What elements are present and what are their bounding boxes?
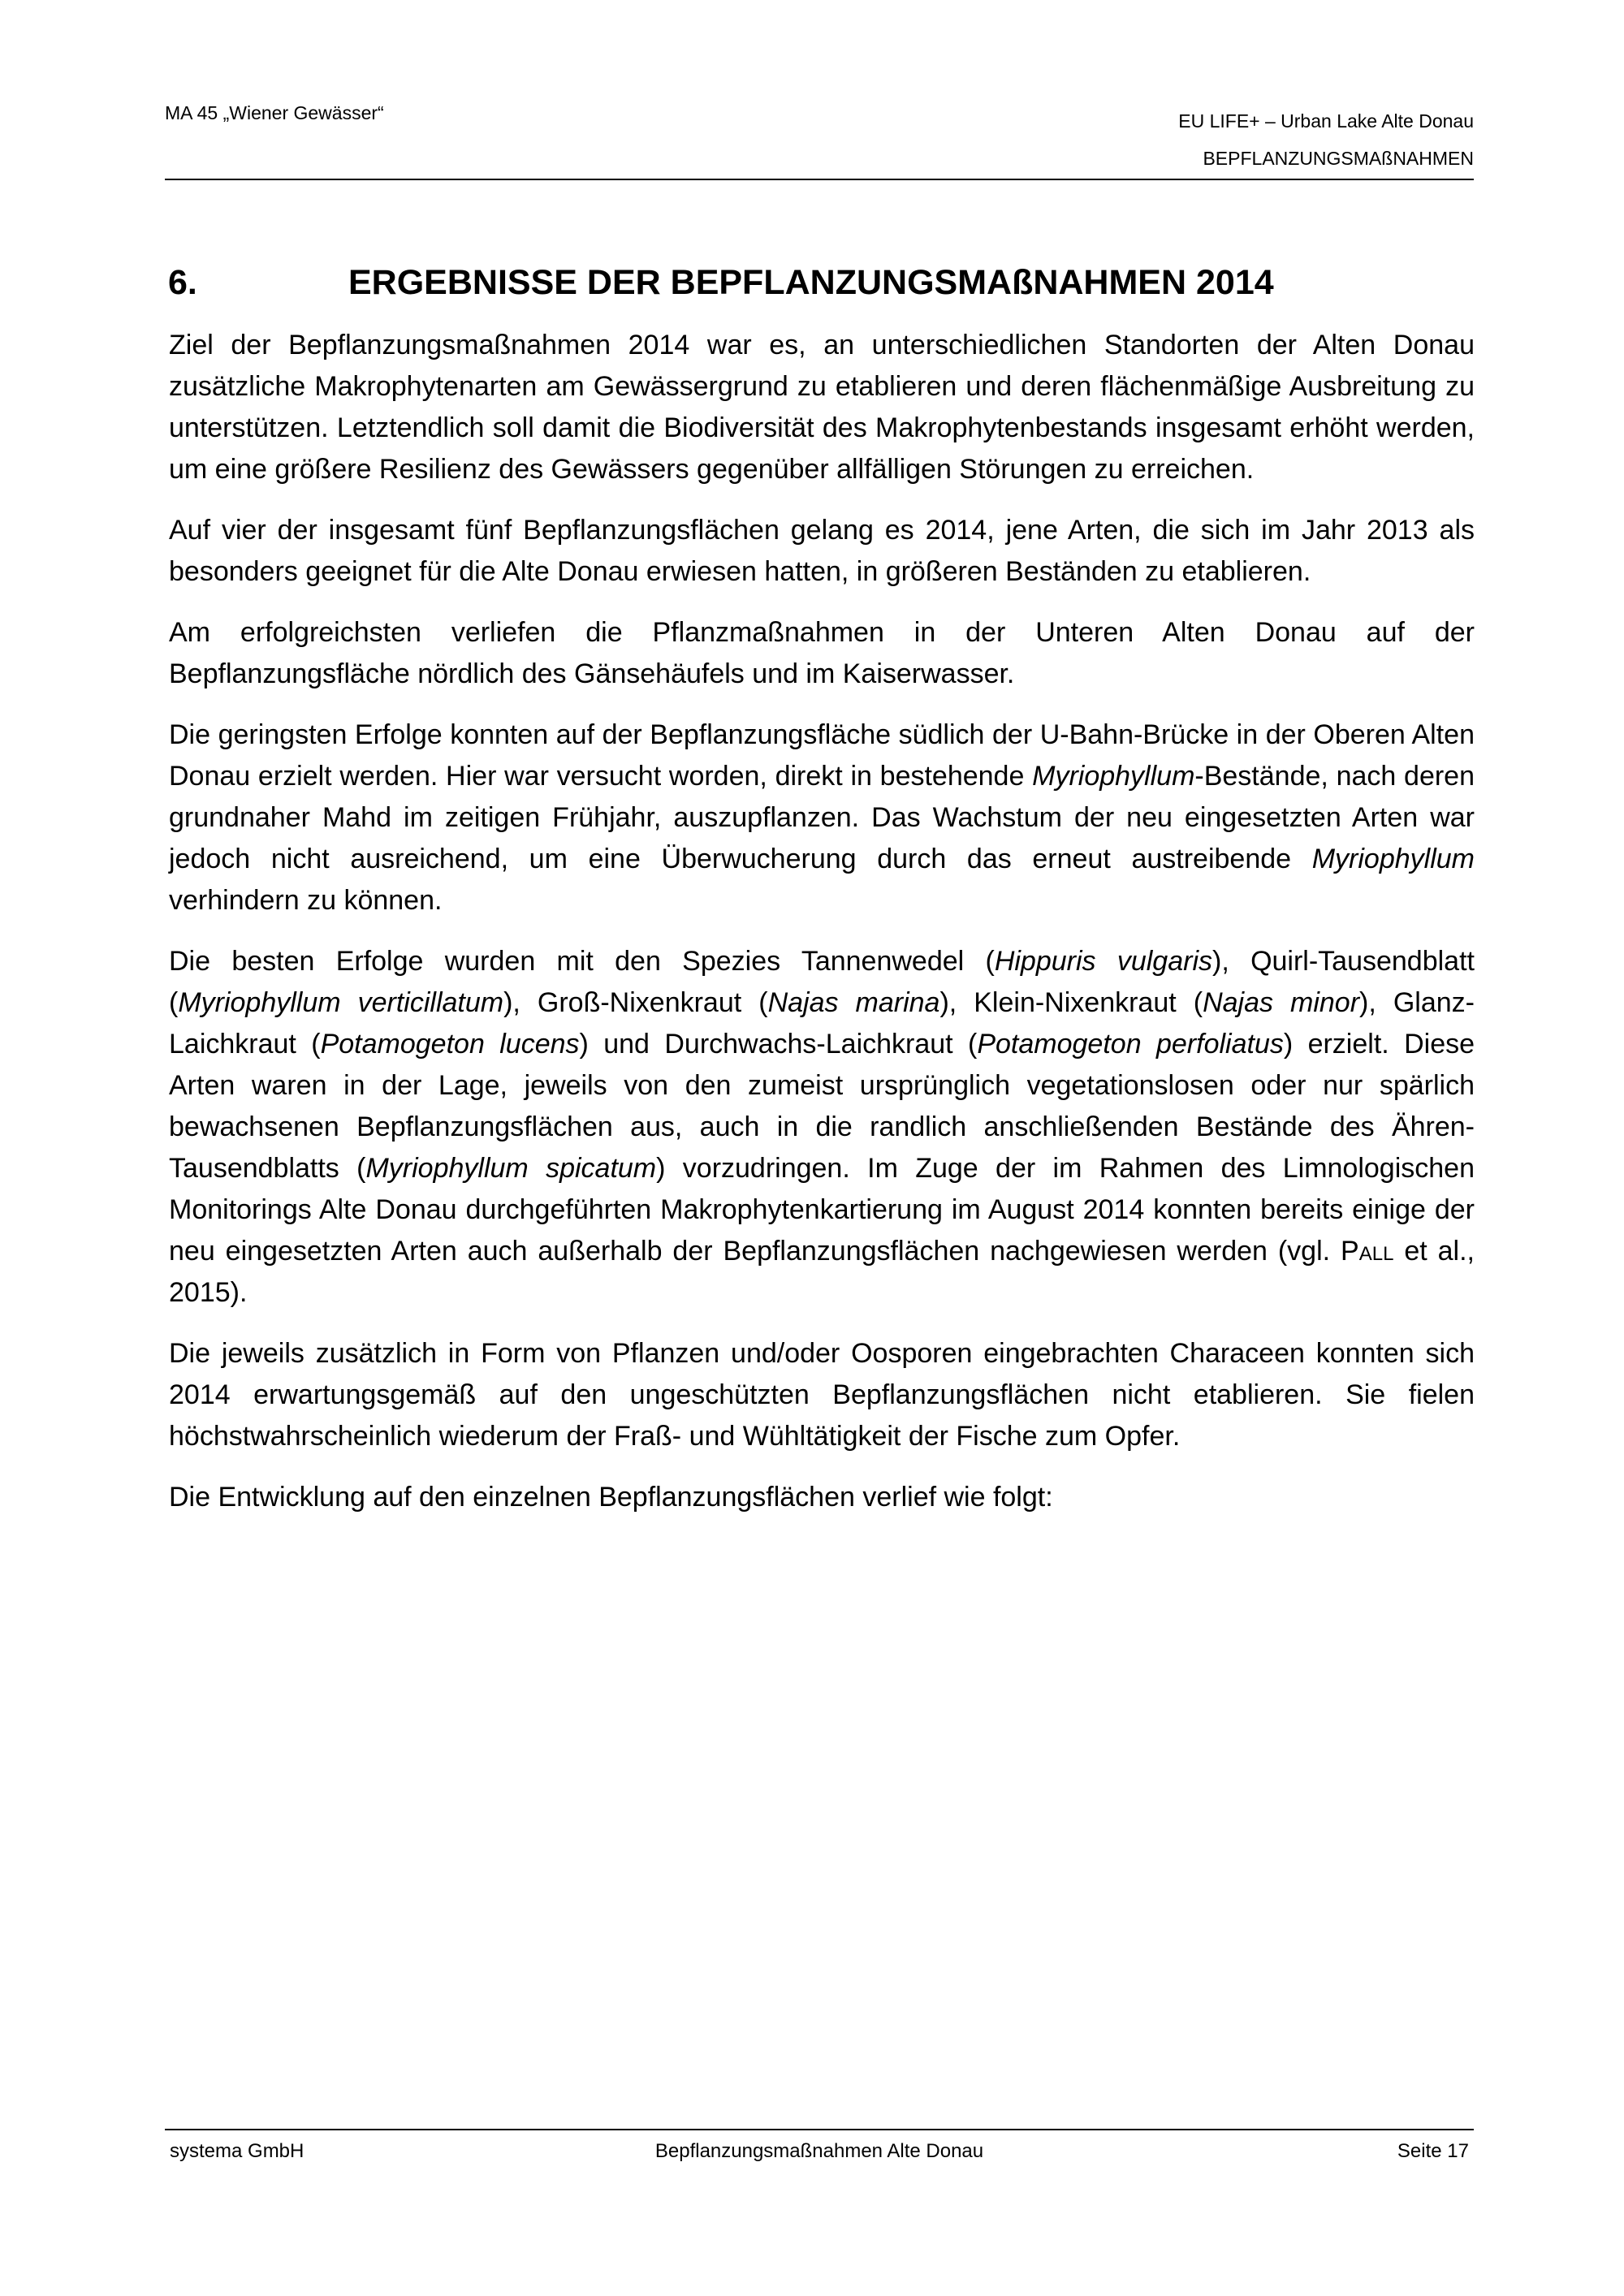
species-name: Myriophyllum verticillatum xyxy=(178,987,504,1018)
species-name: Hippuris vulgaris xyxy=(994,946,1212,977)
page-footer xyxy=(165,2129,1474,2171)
species-name: Myriophyllum xyxy=(1032,761,1195,792)
paragraph-development-intro: Die Entwicklung auf den einzelnen Bepflanzungsflächen verlief wie folgt: xyxy=(169,1482,1053,1513)
header-project-title: EU LIFE+ – Urban Lake Alte Donau xyxy=(1178,110,1474,132)
text-segment: et al., 2015). xyxy=(169,1236,1475,1308)
author-name: Pall xyxy=(1341,1236,1394,1267)
species-name: Potamogeton perfoliatus xyxy=(977,1029,1284,1060)
section-number: 6. xyxy=(168,263,197,302)
text-segment: Die geringsten Erfolge konnten auf der Bepflanzungsfläche südlich der U-Bahn-Brücke in der Oberen Alten Donau erzielt werden. Hier war versucht worden, direkt in bestehende xyxy=(169,719,1475,792)
text-segment: ) erzielt. Diese Arten waren in der Lage, jeweils von den zumeist ursprünglich vegetationslosen oder nur spärlich bewachsenen Bepflanzungsflächen aus, auch in die randlich anschließenden Bestände des Ähren-Tausendblatts ( xyxy=(169,1029,1475,1184)
header-project-info xyxy=(1178,102,1474,177)
text-segment: ) vorzudringen. Im Zuge der im Rahmen des Limnologischen Monitorings Alte Donau durchgeführten Makrophytenkartierung im August 2014 konnten bereits einige der neu eingesetzten Arten auch außerhalb der Bepflanzungsflächen nachgewiesen werden (vgl. xyxy=(169,1153,1475,1267)
text-segment: verhindern zu können. xyxy=(169,885,443,916)
text-segment: -Bestände, nach deren grundnaher Mahd im zeitigen Frühjahr, auszupflanzen. Das Wachstum der neu eingesetzten Arten war jedoch nicht ausreichend, um eine Überwucherung durch das erneut austreibende xyxy=(169,761,1475,874)
species-name: Najas minor xyxy=(1203,987,1360,1018)
header-section-label: BEPFLANZUNGSMAßNAHMEN xyxy=(1203,148,1474,169)
footer-company: systema GmbH xyxy=(170,2140,304,2162)
paragraph-establishment: Auf vier der insgesamt fünf Bepflanzungsflächen gelang es 2014, jene Arten, die sich im Jahr 2013 als besonders geeignet für die Alte Donau erwiesen hatten, in größeren Beständen zu etablieren. xyxy=(169,515,1475,587)
paragraph-goal: Ziel der Bepflanzungsmaßnahmen 2014 war es, an unterschiedlichen Standorten der Alten Donau zusätzliche Makrophytenarten am Gewässergrund zu etablieren und deren flächenmäßige Ausbreitung zu unterstützen. Letztendlich soll damit die Biodiversität des Makrophytenbestands insgesamt erhöht werden, um eine größere Resilienz des Gewässers gegenüber allfälligen Störungen zu erreichen. xyxy=(169,330,1475,485)
species-name: Myriophyllum spicatum xyxy=(365,1153,657,1184)
paragraph-best-results xyxy=(169,941,1475,1314)
page-header xyxy=(165,96,1474,180)
body-text xyxy=(169,325,1475,1538)
text-segment: ) und Durchwachs-Laichkraut ( xyxy=(579,1029,978,1060)
species-name: Myriophyllum xyxy=(1311,844,1475,874)
paragraph-characeen: Die jeweils zusätzlich in Form von Pflanzen und/oder Oosporen eingebrachten Characeen konnten sich 2014 erwartungsgemäß auf den ungeschützten Bepflanzungsflächen nicht etablieren. Sie fielen höchstwahrscheinlich wiederum der Fraß- und Wühltätigkeit der Fische zum Opfer. xyxy=(169,1338,1475,1452)
footer-document-title: Bepflanzungsmaßnahmen Alte Donau xyxy=(654,2140,984,2162)
text-segment: ), Klein-Nixenkraut ( xyxy=(939,987,1203,1018)
species-name: Najas marina xyxy=(767,987,940,1018)
text-segment: ), Groß-Nixenkraut ( xyxy=(503,987,768,1018)
text-segment: Die besten Erfolge wurden mit den Spezies Tannenwedel ( xyxy=(169,946,995,977)
text-segment: ), Glanz-Laichkraut ( xyxy=(169,987,1475,1060)
page-number: Seite 17 xyxy=(1397,2140,1469,2162)
section-title: ERGEBNISSE DER BEPFLANZUNGSMAßNAHMEN 2014 xyxy=(348,263,1274,302)
species-name: Potamogeton lucens xyxy=(320,1029,580,1060)
section-heading xyxy=(168,258,1475,307)
paragraph-most-successful: Am erfolgreichsten verliefen die Pflanzmaßnahmen in der Unteren Alten Donau auf der Bepflanzungsfläche nördlich des Gänsehäufels und im Kaiserwasser. xyxy=(169,617,1475,689)
header-organization: MA 45 „Wiener Gewässer“ xyxy=(165,102,384,123)
text-segment: ), Quirl-Tausendblatt ( xyxy=(169,946,1475,1018)
paragraph-least-successful xyxy=(169,714,1475,921)
